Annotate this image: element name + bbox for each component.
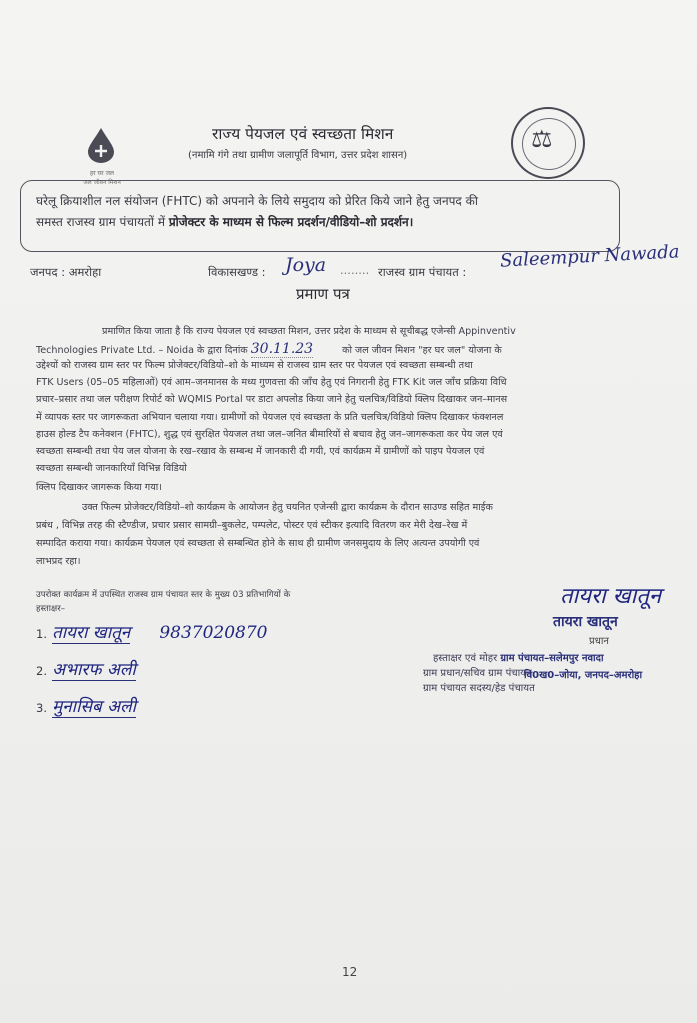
sign-label: हस्ताक्षर एवं मोहर — [433, 653, 498, 664]
document-title: राज्य पेयजल एवं स्वच्छता मिशन — [212, 125, 394, 143]
signatory-line-3: ग्राम पंचायत सदस्य/हेड पंचायत — [423, 683, 535, 694]
para2-line-2: प्रबंध , विभिन्न तरह की स्टैण्डीज, प्रचार प्रसार सामग्री–बुकलेट, पम्पलेट, पोस्टर एवं स्टीकर इत्यादि वितरण कर मेरी देख–रेख में — [36, 520, 468, 531]
signatory-line-2-a: ग्राम प्रधान/सचिव ग्राम पंचायत — [423, 668, 532, 679]
body-line-1: प्रमाणित किया जाता है कि राज्य पेयजल एवं स्वच्छता मिशन, उत्तर प्रदेश के माध्यम से सूचीबद्ध एजेन्सी Appinventiv — [102, 326, 516, 337]
body-line-2-a: Technologies Private Ltd. – Noida के द्वारा दिनांक — [36, 345, 248, 356]
panchayat-label: राजस्व ग्राम पंचायत : — [378, 265, 467, 279]
certificate-heading: प्रमाण पत्र — [296, 285, 350, 303]
subject-line-2-plain: समस्त राजस्व ग्राम पंचायतों में — [36, 215, 169, 229]
body-line-2-b: को जल जीवन मिशन "हर घर जल" योजना के — [342, 345, 502, 356]
state-emblem-seal-icon: ⚖ — [511, 107, 585, 179]
para2-line-1: उक्त फिल्म प्रोजेक्टर/विडियो–शो कार्यक्रम के आयोजन हेतु चयनित एजेन्सी द्वारा कार्यक्रम के दौरान साउण्ड सहित माईक — [82, 502, 493, 513]
page-number: 12 — [342, 965, 358, 979]
stamp-block-district: वि0ख0–जोया, जनपद–अमरोहा — [524, 670, 643, 681]
body-line-9: स्वच्छता सम्बन्धी जानकारियाँ विभिन्न विडियो — [36, 463, 187, 474]
water-drop-icon — [84, 126, 118, 164]
subject-line-2-bold: प्रोजेक्टर के माध्यम से फिल्म प्रदर्शन/वीडियो–शो प्रदर्शन। — [168, 215, 414, 229]
representative-1 — [36, 620, 268, 643]
representative-number: 2. — [36, 664, 47, 678]
body-line-6: में व्यापक स्तर पर जागरूकता अभियान चलाया गया। ग्रामीणों को पेयजल एवं स्वच्छता के प्रति चलचित्र/विडियो क्लिप दिखाकर फंक्शनल — [36, 412, 504, 423]
body-line-10: क्लिप दिखाकर जागरूक किया गया। — [36, 482, 162, 493]
signatory-name: तायरा खातून — [553, 614, 618, 630]
program-date: 30.11.23 — [250, 341, 314, 357]
subject-line-2 — [36, 213, 413, 230]
representative-2 — [36, 657, 136, 680]
logo-caption-1: हर घर जल — [90, 170, 114, 177]
har-ghar-jal-logo — [72, 126, 132, 186]
representative-name: तायरा खातून — [52, 623, 131, 643]
representative-3 — [36, 694, 136, 717]
signatory-line-2 — [423, 665, 532, 679]
block-value: Joya — [285, 254, 327, 276]
para2-line-4: लाभप्रद रहा। — [36, 556, 81, 567]
pradhan-signature: तायरा खातून — [560, 584, 662, 609]
body-line-8: स्वच्छता सम्बन्धी तथा पेय जल योजना के रख–रखाव के सम्बन्ध में जानकारी दी गयी, एवं कार्यक्रम में ग्रामीणों को पाइप पेयजल एवं — [36, 446, 485, 457]
representative-phone: 9837020870 — [159, 623, 268, 643]
body-line-4: FTK Users (05–05 महिलाओं) एवं आम–जनमानस के मध्य गुणवत्ता की जाँच हेतु एवं निगरानी हेतु FTK Kit जल जाँच प्रक्रिया विधि — [36, 377, 507, 388]
body-line-5: प्रचार–प्रसार तथा जल परीक्षण रिपोर्ट को WQMIS Portal पर डाटा अपलोड किया जाने हेतु चलचित्र/विडियो क्लिप दिखाकर जन–मानस — [36, 394, 508, 405]
block-label: विकासखण्ड : — [208, 265, 266, 279]
body-line-2 — [36, 341, 502, 357]
body-line-3: उद्देश्यों को राजस्व ग्राम स्तर पर फिल्म प्रोजेक्टर/विडियो–शो के माध्यम से राजस्व ग्राम स्तर पर पेयजल एवं स्वच्छता सम्बन्धी तथा — [36, 360, 473, 371]
representative-number: 3. — [36, 701, 47, 715]
document-subtitle: (नमामि गंगे तथा ग्रामीण जलापूर्ति विभाग, उत्तर प्रदेश शासन) — [188, 150, 408, 161]
para2-line-3: सम्पादित कराया गया। कार्यक्रम पेयजल एवं स्वच्छता से सम्बन्धित होने के साथ ही ग्रामीण जनसमुदाय के लिए अत्यन्त उपयोगी एवं — [36, 538, 480, 549]
body-line-7: हाउस होल्ड टैप कनेक्शन (FHTC), शुद्ध एवं सुरक्षित पेयजल तथा जल–जनित बीमारियों से बचाव हेतु जन–जागरूकता कर पेय जल एवं — [36, 429, 503, 440]
block-dots: ........ — [340, 263, 370, 277]
signatory-role: प्रधान — [589, 636, 609, 647]
representative-number: 1. — [36, 627, 47, 641]
representative-name: मुनासिब अली — [52, 697, 137, 717]
representative-name: अभारफ अली — [52, 660, 136, 680]
representatives-intro-2: हस्ताक्षर– — [36, 604, 66, 614]
district-label: जनपद : अमरोहा — [30, 265, 102, 279]
subject-line-1: घरेलू क्रियाशील नल संयोजन (FHTC) को अपनाने के लिये समुदाय को प्रेरित किये जाने हेतु जनपद की — [36, 194, 478, 208]
signatory-line-1 — [433, 650, 604, 664]
logo-caption-2: जल जीवन मिशन — [83, 179, 121, 186]
representatives-intro-1: उपरोक्त कार्यक्रम में उपस्थित राजस्व ग्राम पंचायत स्तर के मुख्य 03 प्रतिभागियों के — [36, 590, 291, 600]
stamp-panchayat: ग्राम पंचायत–सलेमपुर नवादा — [500, 653, 604, 664]
panchayat-value: Saleempur Nawada — [499, 241, 680, 272]
